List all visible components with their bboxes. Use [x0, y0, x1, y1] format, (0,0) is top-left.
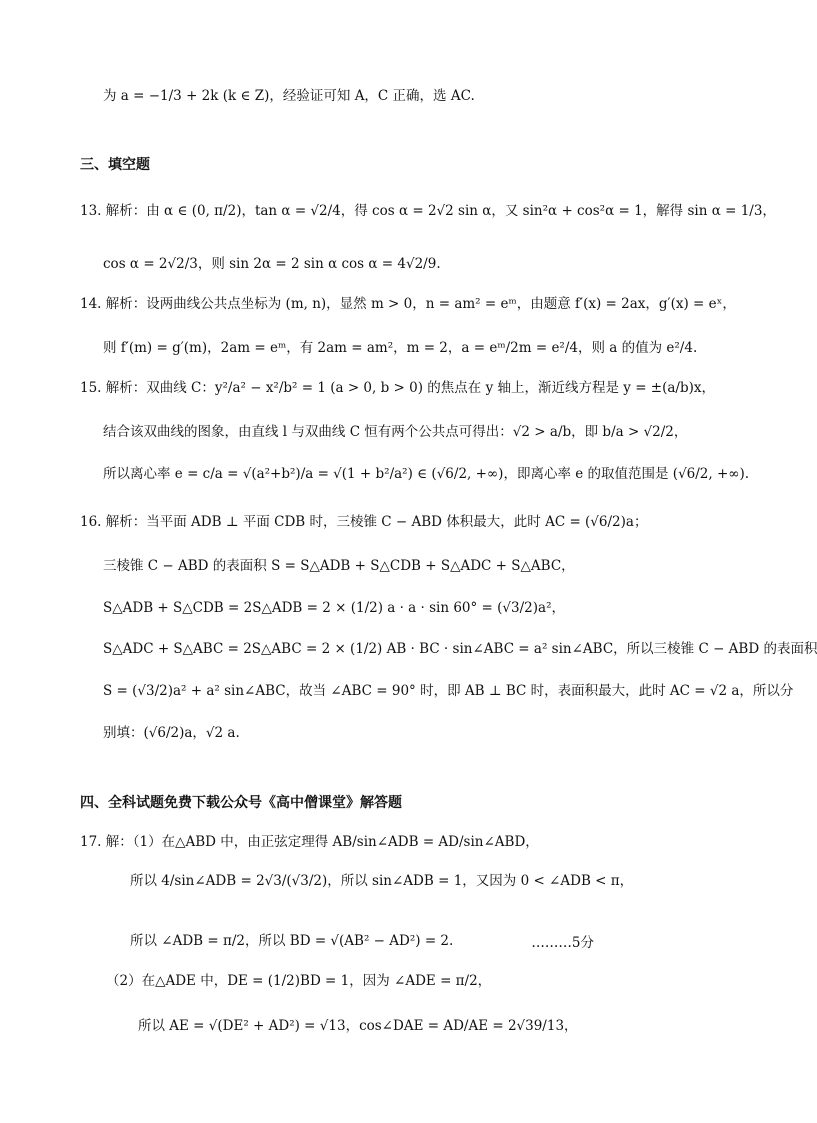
problem-17-line-4: （2）在△ADE 中，DE = (1/2)BD = 1，因为 ∠ADE = π/2， [106, 973, 492, 989]
problem-14-line-1: 14. 解析：设两曲线公共点坐标为 (m, n)，显然 m > 0，n = am² = eᵐ，由题意 f′(x) = 2ax，g′(x) = eˣ， [80, 296, 736, 312]
problem-16-line-3: S△ADB + S△CDB = 2S△ADB = 2 × (1/2) a · a · sin 60° = (√3/2)a²， [103, 600, 565, 616]
section-heading-fill-in: 三、填空题 [80, 157, 150, 173]
problem-13-line-1: 13. 解析：由 α ∈ (0, π/2)，tan α = √2/4，得 cos α = 2√2 sin α，又 sin²α + cos²α = 1，解得 sin α = 1/3， [80, 203, 776, 219]
problem-17-line-1: 17. 解：（1）在△ABD 中，由正弦定理得 AB/sin∠ADB = AD/sin∠ABD， [80, 834, 539, 850]
problem-16-line-2: 三棱锥 C − ABD 的表面积 S = S△ADB + S△CDB + S△ADC + S△ABC， [103, 558, 575, 574]
problem-15-line-3: 所以离心率 e = c/a = √(a²+b²)/a = √(1 + b²/a²) ∈ (√6/2, +∞)，即离心率 e 的取值范围是 (√6/2, +∞). [103, 466, 750, 482]
problem-16-line-5: S = (√3/2)a² + a² sin∠ABC，故当 ∠ABC = 90° 时，即 AB ⊥ BC 时，表面积最大，此时 AC = √2 a，所以分 [103, 683, 794, 699]
problem-16-line-1: 16. 解析：当平面 ADB ⊥ 平面 CDB 时，三棱锥 C − ABD 体积最大，此时 AC = (√6/2)a； [80, 514, 648, 530]
score-mark: ………5分 [531, 935, 594, 951]
section-heading-answers: 四、全科试题免费下载公众号《高中僧课堂》解答题 [80, 795, 402, 811]
problem-16-line-6: 别填：(√6/2)a，√2 a. [103, 725, 240, 741]
problem-14-line-2: 则 f′(m) = g′(m)，2am = eᵐ，有 2am = am²，m = 2，a = eᵐ/2m = e²/4，则 a 的值为 e²/4. [103, 340, 698, 356]
problem-17-line-5: 所以 AE = √(DE² + AD²) = √13，cos∠DAE = AD/AE = 2√39/13， [138, 1018, 578, 1034]
problem-17-line-3: 所以 ∠ADB = π/2，所以 BD = √(AB² − AD²) = 2. [130, 933, 454, 949]
problem-15-line-2: 结合该双曲线的图象，由直线 l 与双曲线 C 恒有两个公共点可得出：√2 > a/b，即 b/a > √2/2， [103, 424, 688, 440]
line-9-conclusion: 为 a = −1/3 + 2k (k ∈ Z)，经验证可知 A，C 正确，选 AC. [103, 88, 475, 104]
problem-15-line-1: 15. 解析：双曲线 C：y²/a² − x²/b² = 1 (a > 0, b > 0) 的焦点在 y 轴上，渐近线方程是 y = ±(a/b)x， [80, 380, 716, 396]
problem-16-line-4: S△ADC + S△ABC = 2S△ABC = 2 × (1/2) AB · BC · sin∠ABC = a² sin∠ABC，所以三棱锥 C − ABD 的表面积 [103, 641, 817, 657]
problem-13-line-2: cos α = 2√2/3，则 sin 2α = 2 sin α cos α = 4√2/9. [103, 256, 441, 272]
problem-17-line-2: 所以 4/sin∠ADB = 2√3/(√3/2)，所以 sin∠ADB = 1，又因为 0 < ∠ADB < π， [130, 873, 634, 889]
